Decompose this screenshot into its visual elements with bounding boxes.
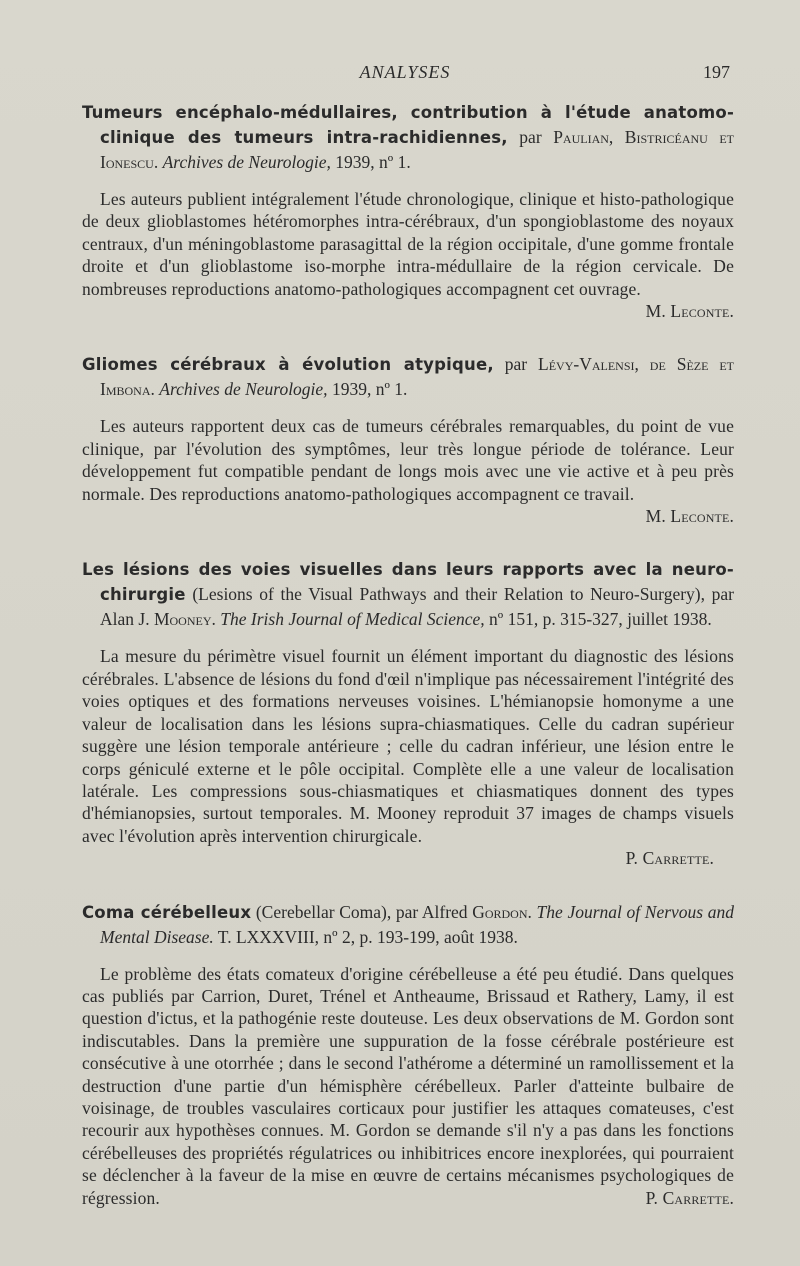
authors: Mooney. xyxy=(153,609,216,630)
article-title: Coma cérébelleux xyxy=(82,902,252,922)
by-text: (Lesions of the Visual Pathways and their Relation to Neuro-Surgery), par Alan J. xyxy=(100,584,734,630)
by-text: par xyxy=(504,354,528,375)
abstract xyxy=(82,645,734,869)
citation: T. LXXXVIII, nº 2, p. 193-199, août 1938. xyxy=(217,926,518,947)
citation: nº 151, p. 315-327, juillet 1938. xyxy=(489,609,712,630)
reference xyxy=(82,557,734,631)
reference xyxy=(82,352,734,401)
running-head: ANALYSES xyxy=(359,62,451,82)
authors: Lévy-Valensi, de Sèze et Imbona. xyxy=(100,354,735,400)
analyses-list xyxy=(82,100,734,1239)
article-title: Tumeurs encéphalo-médullaires, contribution à l'étude anatomo-clinique des tumeurs intra-rachidiennes, xyxy=(82,103,734,147)
abstract-text: Les auteurs rapportent deux cas de tumeurs cérébrales remarquables, du point de vue clinique, par l'évolution des symptômes, leur très longue période de tolérance. Leur développement fut compatible pendant de longs mois avec une vie active et à peu près normale. Des reproductions anatomo-pathologiques accompagnent ce travail. xyxy=(82,416,734,504)
article-title: Gliomes cérébraux à évolution atypique, xyxy=(82,355,494,375)
reference xyxy=(82,900,734,949)
analysis-entry xyxy=(82,352,734,527)
citation: 1939, nº 1. xyxy=(335,152,411,172)
journal: The Journal of Nervous and Mental Disease. xyxy=(100,901,735,947)
analysis-entry xyxy=(82,557,734,869)
abstract xyxy=(82,963,734,1209)
abstract xyxy=(82,415,734,527)
abstract-text: Le problème des états comateux d'origine cérébelleuse a été peu étudié. Dans quelques cas publiés par Carrion, Duret, Trénel et Antheaume, Brissaud et Rathery, Lamy, il est question d'ictus, et la pathogénie reste douteuse. Les deux observations de M. Gordon sont indiscutables. Dans la première une suppuration de la fosse cérébrale postérieure est consécutive à une otorrhée ; dans le second l'athérome a déterminé un ramollissement et la destruction d'une partie d'un hémisphère cérébelleux. Parler d'atteinte bulbaire de voisinage, de troubles vasculaires corticaux pour justifier les attaques comateuses, c'est recourir aux hypothèses connues. M. Gordon se demande s'il n'y a pas dans les fonctions cérébelleuses des propriétés régulatrices ou inhibitrices encore inexplorées, qui pourraient se déclencher à la faveur de la mise en œuvre de certains mécanismes psychologiques de régression. xyxy=(82,963,734,1208)
article-title: Les lésions des voies visuelles dans leurs rapports avec la neuro-chirurgie xyxy=(82,560,734,605)
journal: Archives de Neurologie, xyxy=(159,379,328,400)
reviewer-signature: M. Leconte. xyxy=(645,301,734,322)
reviewer-signature: M. Leconte. xyxy=(645,506,734,527)
page-number: 197 xyxy=(703,62,730,82)
analysis-entry xyxy=(82,900,734,1209)
reviewer-signature: P. Carrette. xyxy=(645,1187,734,1208)
by-text: par xyxy=(519,127,542,147)
reference xyxy=(82,100,734,174)
reviewer-signature: P. Carrette. xyxy=(625,848,714,869)
abstract xyxy=(82,188,734,322)
page-header xyxy=(80,62,730,88)
journal: The Irish Journal of Medical Science, xyxy=(220,609,485,630)
citation: 1939, nº 1. xyxy=(331,379,408,400)
by-text: (Cerebellar Coma), par Alfred xyxy=(255,901,468,922)
journal: Archives de Neurologie, xyxy=(162,152,331,172)
abstract-text: La mesure du périmètre visuel fournit un élément important du diagnostic des lésions cérébrales. L'absence de lésions du fond d'œil n'implique pas nécessairement l'intégrité des voies optiques et des formations nerveuses voisines. L'hémianopsie homonyme a une valeur de localisation dans les lésions supra-chiasmatiques. Celle du cadran supérieur suggère une lésion temporale antérieure ; celle du cadran inférieur, une lésion entre le corps géniculé externe et le pôle occipital. Complète elle a une valeur de localisation latérale. Les compressions sous-chiasmatiques et chiasmatiques donnent des types d'hémianopsies, surtout temporales. M. Mooney reproduit 37 images de champs visuels avec l'évolution après intervention chirurgicale. xyxy=(82,646,734,846)
authors: Paulian, Bistricéanu et Ionescu. xyxy=(100,127,734,172)
authors: Gordon. xyxy=(472,901,532,922)
abstract-text: Les auteurs publient intégralement l'étude chronologique, clinique et histo-pathologique de deux glioblastomes hétéromorphes intra-cérébraux, d'un spongioblastome des noyaux centraux, d'un méningoblastome parasagittal de la région occipitale, d'une gomme frontale droite et d'un glioblastome iso-morphe intra-médullaire de la région cervicale. De nombreuses reproductions anatomo-pathologiques accompagnent cet ouvrage. xyxy=(82,189,734,299)
analysis-entry xyxy=(82,100,734,322)
